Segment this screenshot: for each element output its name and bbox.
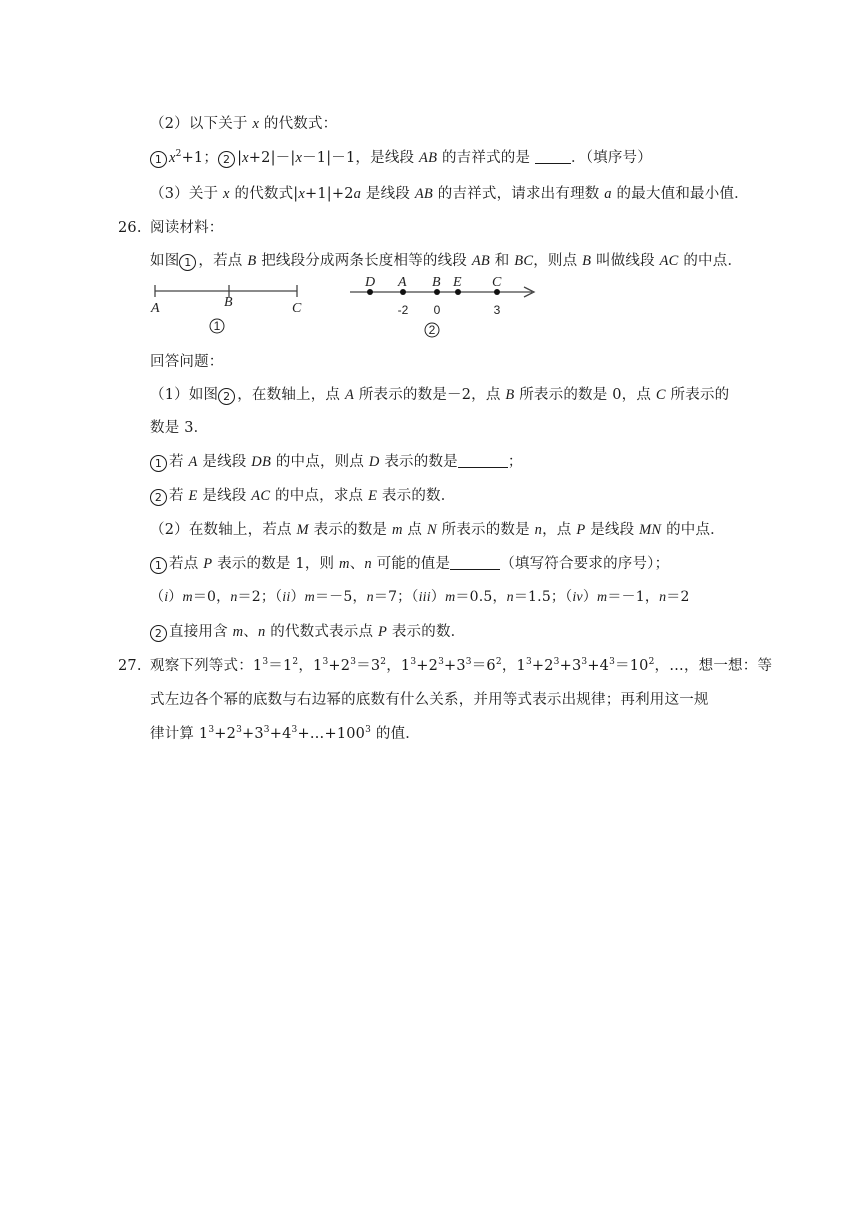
q27-line1: 27. 观察下列等式：$1^3=1^2$，$1^3+2^3=3^2$，$1^3+2^3+3^3=6^2$，$1^3+2^3+3^3+4^3=10^2$，…，想一想：等 xyxy=(118,657,773,674)
point-label-b: B xyxy=(432,275,441,290)
q27-line3: 律计算 $1^3+2^3+3^3+4^3+\dots+100^3$ 的值． xyxy=(150,725,420,742)
circled-number: 2 xyxy=(150,489,167,506)
q26-part1-sub1: 1 若 A 是线段 DB 的中点，则点 D 表示的数是 ； xyxy=(150,450,523,472)
circled-number: 1 xyxy=(150,557,167,574)
figure-caption: 1 xyxy=(213,319,221,333)
q25-part2-heading: （2）以下关于 x 的代数式： xyxy=(150,116,338,132)
q27-line2: 式左边各个幂的底数与右边幂的底数有什么关系，并用等式表示出规律；再利用这一规 xyxy=(150,692,709,708)
tick-label: 3 xyxy=(493,303,501,317)
circled-number: 1 xyxy=(150,151,167,168)
q26-part1-cont: 数是 3． xyxy=(150,420,209,436)
circled-number: 2 xyxy=(150,625,167,642)
q26-answer-prompt: 回答问题： xyxy=(150,354,224,370)
figure-1-segment xyxy=(145,272,315,340)
answer-blank[interactable] xyxy=(535,149,571,164)
q26-intro: 如图 1 ，若点 B 把线段分成两条长度相等的线段 AB 和 BC，则点 B 叫做线段 AC 的中点． xyxy=(150,253,743,269)
point-label-c: C xyxy=(292,301,302,316)
circled-number: 1 xyxy=(179,254,196,271)
q26-heading: 26. 阅读材料： xyxy=(118,220,224,236)
q26-part1: （1）如图 2 ，在数轴上，点 A 所表示的数是－2，点 B 所表示的数是 0，点 C 所表示的 xyxy=(150,387,730,403)
point-label-e: E xyxy=(453,275,462,290)
q26-part2-sub2: 2 直接用含 m、n 的代数式表示点 P 表示的数． xyxy=(150,620,465,642)
q25-part2-options: 1 $x^2+1$； 2 |x+2|－|x－1|－1，是线段 AB 的吉祥式的是 ．（填序号） xyxy=(150,146,652,168)
answer-blank[interactable] xyxy=(458,453,508,468)
point-label-b: B xyxy=(224,295,233,310)
circled-number: 1 xyxy=(150,455,167,472)
tick-label: 0 xyxy=(433,303,441,317)
circled-number: 2 xyxy=(218,388,235,405)
q26-part2-options: （i）m＝0，n＝2；（ii）m＝－5，n＝7；（iii）m＝0.5，n＝1.5；（iv）m＝－1，n＝2 xyxy=(150,589,690,605)
point-label-c: C xyxy=(492,275,502,290)
point-label-a: A xyxy=(151,301,160,316)
figure-caption: 2 xyxy=(428,323,436,337)
q26-part1-sub2: 2 若 E 是线段 AC 的中点，求点 E 表示的数． xyxy=(150,484,455,506)
tick-label: -2 xyxy=(397,303,409,317)
figure-2-number-line xyxy=(340,272,540,340)
point-label-a: A xyxy=(398,275,407,290)
q26-part2: （2）在数轴上，若点 M 表示的数是 m 点 N 所表示的数是 n，点 P 是线段 MN 的中点． xyxy=(150,522,725,538)
circled-number: 2 xyxy=(218,151,235,168)
q26-part2-sub1: 1 若点 P 表示的数是 1，则 m、n 可能的值是 （填写符合要求的序号）； xyxy=(150,552,669,574)
q25-part3: （3）关于 x 的代数式|x+1|+2a 是线段 AB 的吉祥式，请求出有理数 a 的最大值和最小值． xyxy=(150,186,749,202)
point-label-d: D xyxy=(365,275,376,290)
answer-blank[interactable] xyxy=(450,555,500,570)
